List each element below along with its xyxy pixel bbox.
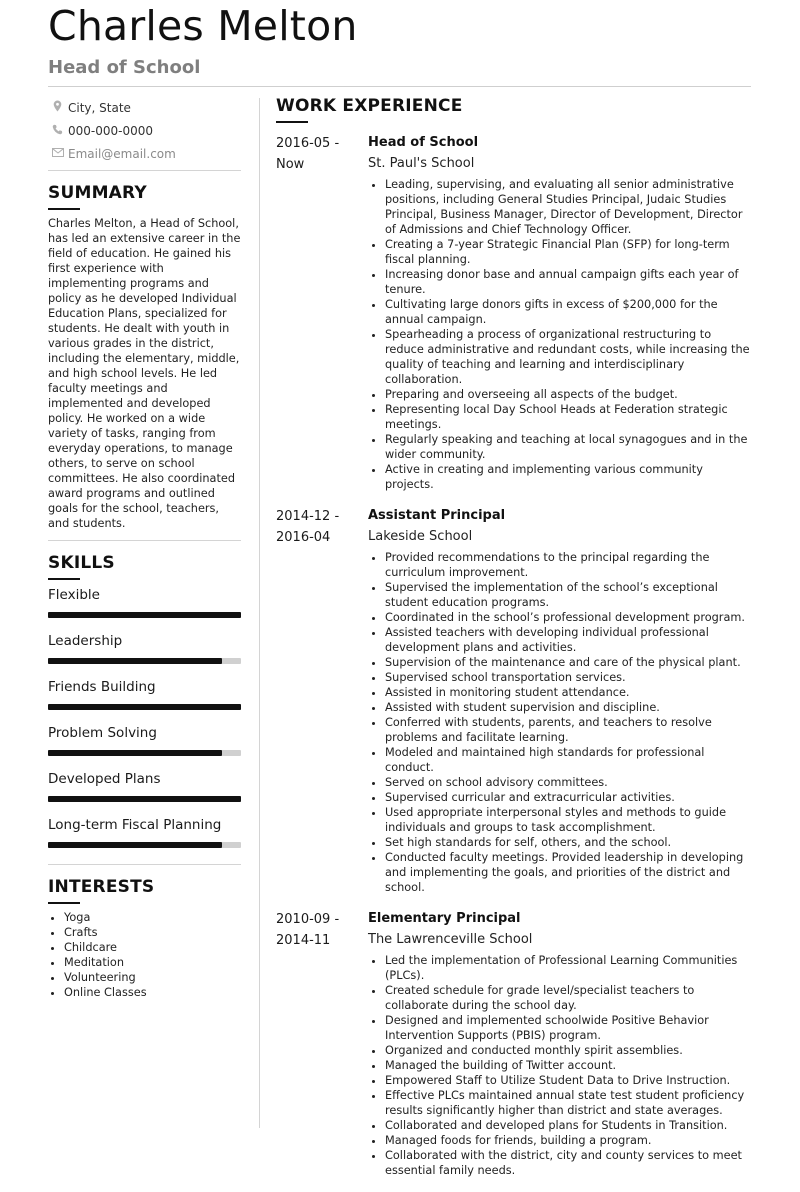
job-duty: • Supervised school transportation services. bbox=[385, 670, 752, 685]
job-duty: • Managed foods for friends, building a program. bbox=[385, 1133, 752, 1148]
skill-item bbox=[48, 678, 241, 724]
job-title: Head of School bbox=[368, 135, 479, 150]
job-duties-list bbox=[368, 953, 752, 1178]
skill-name: Friends Building bbox=[48, 679, 156, 695]
skill-level-bar bbox=[48, 796, 241, 802]
job-duty: • Empowered Staff to Utilize Student Data to Drive Instruction. bbox=[385, 1073, 752, 1088]
interest-item: • Childcare bbox=[64, 940, 241, 955]
candidate-name: Charles Melton bbox=[48, 2, 358, 50]
job-entry bbox=[276, 133, 752, 492]
job-dates bbox=[276, 133, 356, 175]
skill-item bbox=[48, 816, 241, 862]
job-title: Assistant Principal bbox=[368, 508, 506, 523]
skill-level-fill bbox=[48, 842, 222, 848]
job-body bbox=[368, 506, 752, 895]
job-duty: • Assisted teachers with developing individual professional development plans and activities. bbox=[385, 625, 752, 655]
section-divider bbox=[48, 170, 241, 171]
job-duty: • Increasing donor base and annual campaign gifts each year of tenure. bbox=[385, 267, 752, 297]
skill-level-bar bbox=[48, 704, 241, 710]
job-start-date: 2014-12 - bbox=[276, 509, 340, 524]
summary-heading: SUMMARY bbox=[48, 183, 147, 203]
job-duty: • Leading, supervising, and evaluating all senior administrative positions, including General Studies Principal, Judaic Studies Principal, Business Manager, Director of Development, Director of Admissions and Chief Technology Officer. bbox=[385, 177, 752, 237]
job-duty: • Led the implementation of Professional Learning Communities (PLCs). bbox=[385, 953, 752, 983]
contact-location-text: City, State bbox=[68, 100, 131, 115]
interest-item: • Yoga bbox=[64, 910, 241, 925]
job-duty: • Collaborated and developed plans for Students in Transition. bbox=[385, 1118, 752, 1133]
skill-level-bar bbox=[48, 612, 241, 618]
skill-level-fill bbox=[48, 796, 241, 802]
job-start-date: 2016-05 - bbox=[276, 136, 340, 151]
job-duty: • Conducted faculty meetings. Provided leadership in developing and implementing the goals, and priorities of the district and school. bbox=[385, 850, 752, 895]
skill-item bbox=[48, 770, 241, 816]
job-duty: • Effective PLCs maintained annual state test student proficiency results significantly higher than district and state averages. bbox=[385, 1088, 752, 1118]
job-duty: • Created schedule for grade level/specialist teachers to collaborate during the school day. bbox=[385, 983, 752, 1013]
contact-email-text[interactable]: Email@email.com bbox=[68, 146, 176, 161]
skill-name: Long-term Fiscal Planning bbox=[48, 817, 222, 833]
location-pin-icon bbox=[48, 100, 67, 115]
skill-level-fill bbox=[48, 658, 222, 664]
job-dates bbox=[276, 909, 356, 951]
job-duty: • Designed and implemented schoolwide Positive Behavior Intervention Supports (PBIS) program. bbox=[385, 1013, 752, 1043]
job-duty: • Assisted in monitoring student attendance. bbox=[385, 685, 752, 700]
job-end-date: 2014-11 bbox=[276, 933, 331, 948]
work-experience-heading: WORK EXPERIENCE bbox=[276, 96, 463, 116]
contact-email[interactable] bbox=[48, 142, 241, 165]
interest-item: • Crafts bbox=[64, 925, 241, 940]
job-duty: • Set high standards for self, others, and the school. bbox=[385, 835, 752, 850]
skill-level-fill bbox=[48, 704, 241, 710]
interests-heading: INTERESTS bbox=[48, 877, 155, 897]
skills-heading-underline bbox=[48, 578, 80, 580]
job-duty: • Active in creating and implementing various community projects. bbox=[385, 462, 752, 492]
contact-phone bbox=[48, 119, 241, 142]
job-duty: • Creating a 7-year Strategic Financial Plan (SFP) for long-term fiscal planning. bbox=[385, 237, 752, 267]
column-divider bbox=[259, 98, 260, 1128]
phone-icon bbox=[48, 124, 67, 138]
section-divider bbox=[48, 540, 241, 541]
job-duty: • Supervised curricular and extracurricular activities. bbox=[385, 790, 752, 805]
job-end-date: Now bbox=[276, 157, 305, 172]
skill-item bbox=[48, 586, 241, 632]
skill-level-bar bbox=[48, 658, 241, 664]
skill-level-fill bbox=[48, 612, 241, 618]
job-duty: • Spearheading a process of organizational restructuring to reduce administrative and redundant costs, while increasing the quality of teaching and learning and interdisciplinary collaboration. bbox=[385, 327, 752, 387]
skills-list bbox=[48, 586, 241, 862]
skill-name: Problem Solving bbox=[48, 725, 157, 741]
job-duty: • Modeled and maintained high standards for professional conduct. bbox=[385, 745, 752, 775]
candidate-title: Head of School bbox=[48, 57, 201, 78]
skill-name: Leadership bbox=[48, 633, 123, 649]
job-body bbox=[368, 133, 752, 492]
left-column bbox=[48, 96, 241, 1000]
job-dates bbox=[276, 506, 356, 548]
job-duty: • Managed the building of Twitter account. bbox=[385, 1058, 752, 1073]
job-duty: • Conferred with students, parents, and teachers to resolve problems and facilitate learning. bbox=[385, 715, 752, 745]
right-column bbox=[276, 96, 752, 1192]
job-duties-list bbox=[368, 550, 752, 895]
skill-level-bar bbox=[48, 750, 241, 756]
skill-name: Flexible bbox=[48, 587, 100, 603]
job-duty: • Served on school advisory committees. bbox=[385, 775, 752, 790]
contact-location bbox=[48, 96, 241, 119]
job-company: St. Paul's School bbox=[368, 156, 475, 171]
job-duty: • Collaborated with the district, city and county services to meet essential family needs. bbox=[385, 1148, 752, 1178]
job-company: Lakeside School bbox=[368, 529, 473, 544]
skill-name: Developed Plans bbox=[48, 771, 161, 787]
header-divider bbox=[48, 86, 751, 87]
interests-heading-underline bbox=[48, 902, 80, 904]
job-duty: • Supervised the implementation of the school’s exceptional student education programs. bbox=[385, 580, 752, 610]
job-duty: • Provided recommendations to the principal regarding the curriculum improvement. bbox=[385, 550, 752, 580]
job-duty: • Assisted with student supervision and discipline. bbox=[385, 700, 752, 715]
work-heading-underline bbox=[276, 121, 308, 123]
envelope-icon bbox=[48, 147, 67, 160]
summary-heading-underline bbox=[48, 208, 80, 210]
job-entry bbox=[276, 506, 752, 895]
skill-item bbox=[48, 724, 241, 770]
job-duty: • Regularly speaking and teaching at local synagogues and in the wider community. bbox=[385, 432, 752, 462]
job-duty: • Used appropriate interpersonal styles and methods to guide individuals and groups to task accomplishment. bbox=[385, 805, 752, 835]
job-entry bbox=[276, 909, 752, 1178]
section-divider bbox=[48, 864, 241, 865]
interest-item: • Volunteering bbox=[64, 970, 241, 985]
job-start-date: 2010-09 - bbox=[276, 912, 340, 927]
summary-text: Charles Melton, a Head of School, has led an extensive career in the field of education. He gained his first experience with implementing programs and policy as he developed Individual Education Plans, specialized for students. He dealt with youth in various grades in the district, including the elementary, middle, and high school levels. He led faculty meetings and implemented and developed policy. He worked on a wide variety of tasks, ranging from everyday operations, to manage others, to serve on school committees. He also coordinated award programs and outlined goals for the school, teachers, and students. bbox=[48, 217, 241, 530]
job-title: Elementary Principal bbox=[368, 911, 521, 926]
interest-item: • Online Classes bbox=[64, 985, 241, 1000]
skill-level-fill bbox=[48, 750, 222, 756]
job-duty: • Cultivating large donors gifts in excess of $200,000 for the annual campaign. bbox=[385, 297, 752, 327]
skill-level-bar bbox=[48, 842, 241, 848]
contact-phone-text: 000-000-0000 bbox=[68, 123, 154, 138]
interest-item: • Meditation bbox=[64, 955, 241, 970]
jobs-list bbox=[276, 133, 752, 1178]
skills-heading: SKILLS bbox=[48, 553, 115, 573]
job-duty: • Representing local Day School Heads at Federation strategic meetings. bbox=[385, 402, 752, 432]
interests-list bbox=[48, 910, 241, 1000]
job-duty: • Coordinated in the school’s professional development program. bbox=[385, 610, 752, 625]
skill-item bbox=[48, 632, 241, 678]
job-body bbox=[368, 909, 752, 1178]
job-company: The Lawrenceville School bbox=[368, 932, 533, 947]
job-duty: • Supervision of the maintenance and care of the physical plant. bbox=[385, 655, 752, 670]
job-duty: • Organized and conducted monthly spirit assemblies. bbox=[385, 1043, 752, 1058]
job-duties-list bbox=[368, 177, 752, 492]
job-end-date: 2016-04 bbox=[276, 530, 331, 545]
job-duty: • Preparing and overseeing all aspects of the budget. bbox=[385, 387, 752, 402]
